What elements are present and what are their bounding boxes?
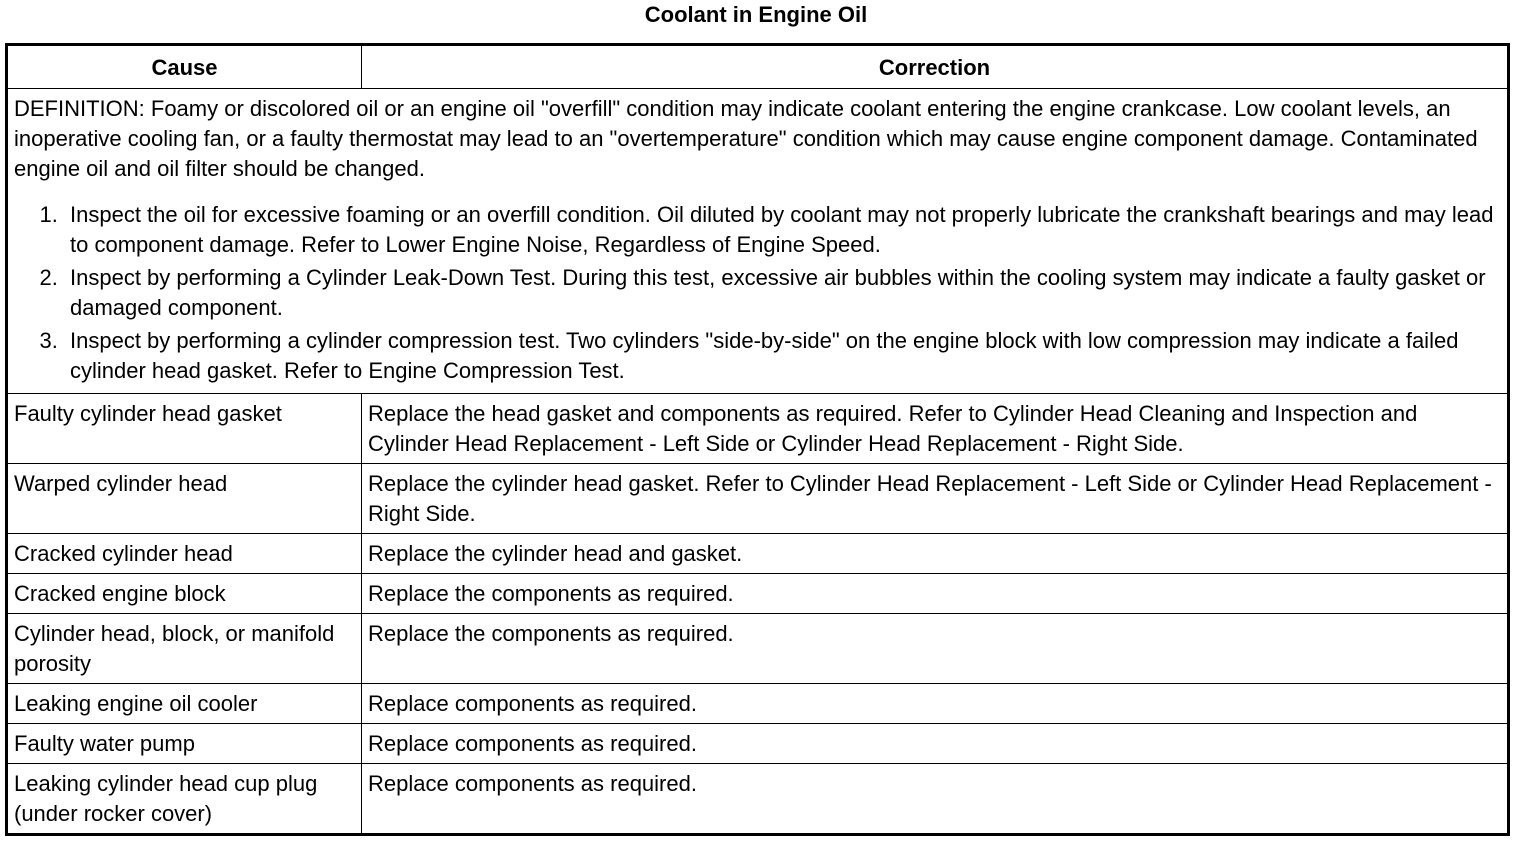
correction-cell: Replace components as required. <box>362 684 1509 724</box>
correction-cell: Replace the cylinder head and gasket. <box>362 534 1509 574</box>
inspection-step: 1. Inspect the oil for excessive foaming or an overfill condition. Oil diluted by coolant may not properly lubricate the crankshaft bearings and may lead to component damage. Refer to Lower Engine Noise, Regardless of Engine Speed. <box>64 200 1501 260</box>
cause-cell: Cylinder head, block, or manifold porosity <box>7 614 362 684</box>
page-title: Coolant in Engine Oil <box>644 2 868 27</box>
inspection-step: 2. Inspect by performing a Cylinder Leak-Down Test. During this test, excessive air bubbles within the cooling system may indicate a faulty gasket or damaged component. <box>64 263 1501 323</box>
table-row <box>7 464 1509 534</box>
correction-cell: Replace the components as required. <box>362 574 1509 614</box>
cause-cell: Leaking engine oil cooler <box>7 684 362 724</box>
correction-cell: Replace components as required. <box>362 724 1509 764</box>
inspection-step: 3. Inspect by performing a cylinder compression test. Two cylinders "side-by-side" on the engine block with low compression may indicate a failed cylinder head gasket. Refer to Engine Compression Test. <box>64 326 1501 386</box>
table-row <box>7 614 1509 684</box>
correction-cell: Replace components as required. <box>362 764 1509 835</box>
table-row <box>7 394 1509 464</box>
inspection-steps-list <box>14 200 1501 386</box>
correction-column-header: Correction <box>362 45 1509 89</box>
cause-column-header: Cause <box>7 45 362 89</box>
cause-cell: Cracked cylinder head <box>7 534 362 574</box>
correction-cell: Replace the cylinder head gasket. Refer to Cylinder Head Replacement - Left Side or Cylinder Head Replacement - Right Side. <box>362 464 1509 534</box>
table-row <box>7 764 1509 835</box>
table-row <box>7 534 1509 574</box>
table-row <box>7 574 1509 614</box>
cause-cell: Warped cylinder head <box>7 464 362 534</box>
diagnostic-table <box>5 43 1510 836</box>
correction-cell: Replace the components as required. <box>362 614 1509 684</box>
correction-cell: Replace the head gasket and components as required. Refer to Cylinder Head Cleaning and Inspection and Cylinder Head Replacement - Left Side or Cylinder Head Replacement - Right Side. <box>362 394 1509 464</box>
cause-cell: Faulty water pump <box>7 724 362 764</box>
table-header-row <box>7 45 1509 89</box>
definition-text: DEFINITION: Foamy or discolored oil or an engine oil "overfill" condition may indicate coolant entering the engine crankcase. Low coolant levels, an inoperative cooling fan, or a faulty thermostat may lead to an "overtemperature" condition which may cause engine component damage. Contaminated engine oil and oil filter should be changed. <box>14 96 1478 181</box>
cause-cell: Leaking cylinder head cup plug (under rocker cover) <box>7 764 362 835</box>
definition-row <box>7 89 1509 394</box>
definition-cell <box>7 89 1509 394</box>
cause-cell: Cracked engine block <box>7 574 362 614</box>
table-row <box>7 684 1509 724</box>
table-row <box>7 724 1509 764</box>
cause-cell: Faulty cylinder head gasket <box>7 394 362 464</box>
